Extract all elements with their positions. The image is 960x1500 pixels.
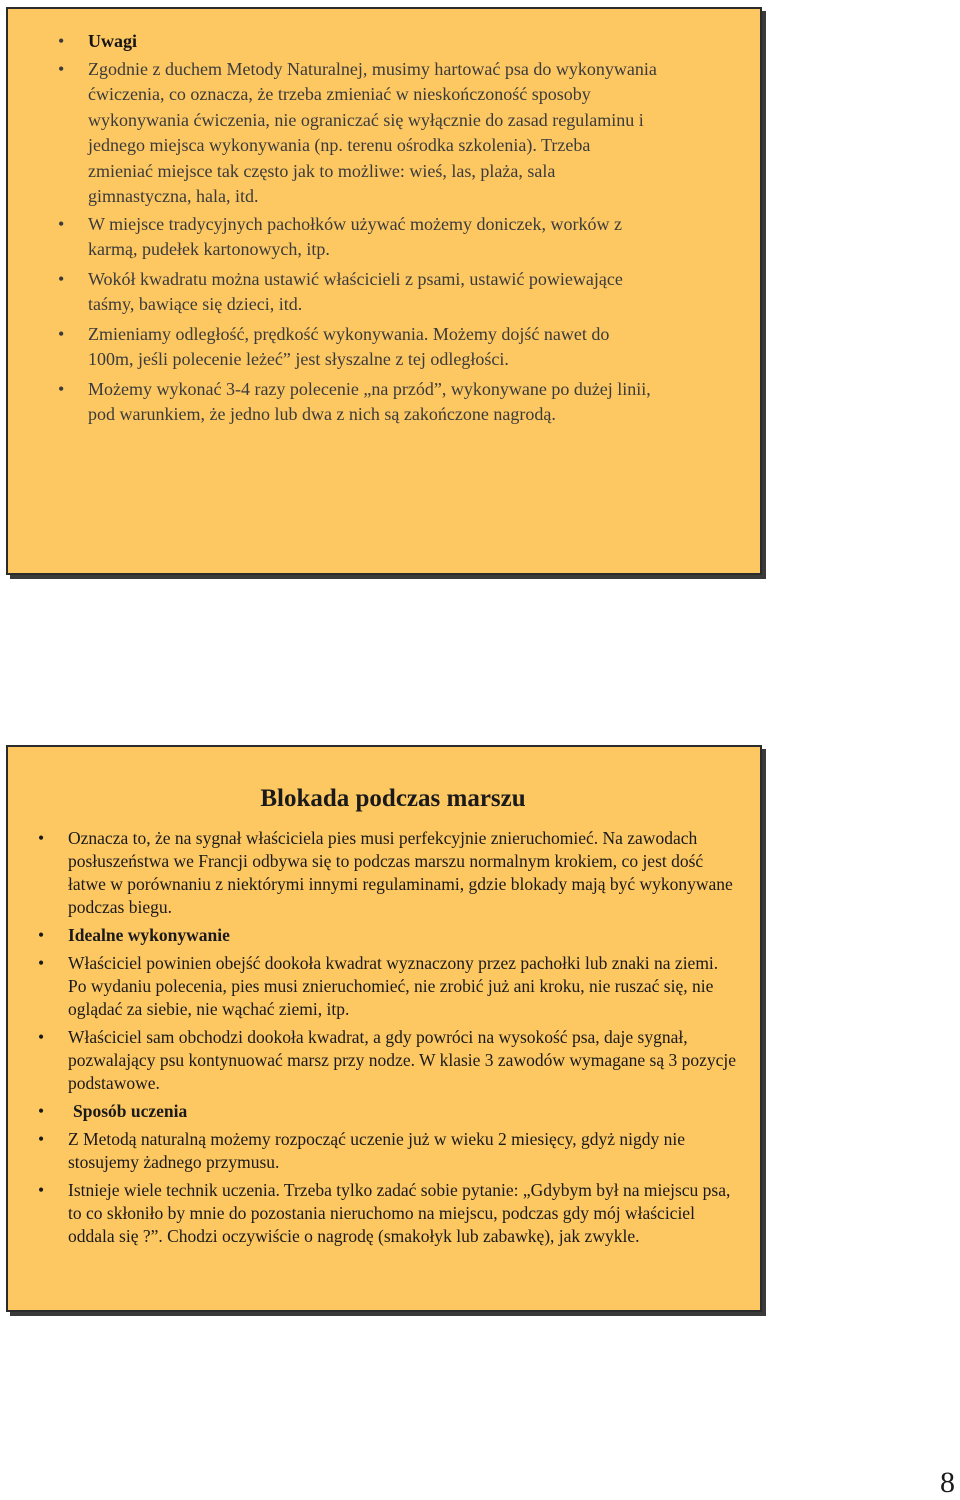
bullet-icon: • (38, 925, 45, 945)
bullet-item: • Właściciel sam obchodzi dookoła kwadrat, a gdy powróci na wysokość psa, daje sygnał, pozwalający psu kontynuować marsz przy nodze. W klasie 3 zawodów wymagane są 3 pozycje podstawowe. (38, 1027, 737, 1093)
bullet-icon: • (38, 1180, 45, 1200)
section-label: Sposób uczenia (73, 1101, 188, 1121)
page-number: 8 (940, 1466, 955, 1499)
bullet-item: • Właściciel powinien obejść dookoła kwadrat wyznaczony przez pachołki lub znaki na ziemi. Po wydaniu polecenia, pies musi znieruchomieć, nie zrobić już ani kroku, nie ruszać się, nie oglądać za siebie, nie wąchać ziemi, itp. (38, 953, 719, 1019)
bullet-icon: • (58, 213, 65, 234)
bullet-item: • Wokół kwadratu można ustawić właścicieli z psami, ustawić powiewające taśmy, bawiące się dzieci, itd. (58, 268, 623, 314)
slide-blokada-podczas-marszu (6, 745, 762, 1312)
bullet-icon: • (58, 31, 65, 51)
bullet-icon: • (58, 323, 65, 344)
bullet-item: • Istnieje wiele technik uczenia. Trzeba tylko zadać sobie pytanie: „Gdybym był na miejscu psa, to co skłoniło by mnie do pozostania nieruchomo na miejscu, podczas gdy mój właściciel oddala się ?”. Chodzi oczywiście o nagrodę (smakołyk lub zabawkę), jak zwykle. (38, 1180, 731, 1246)
bullet-item: • Uwagi (58, 29, 658, 55)
bullet-item: • Z Metodą naturalną możemy rozpocząć uczenie już w wieku 2 miesięcy, gdyż nigdy nie stosujemy żadnego przymusu. (38, 1129, 685, 1172)
bullet-icon: • (38, 1129, 45, 1149)
slide-uwagi (6, 7, 762, 575)
section-label: Idealne wykonywanie (68, 925, 230, 945)
bullet-item: • Zgodnie z duchem Metody Naturalnej, musimy hartować psa do wykonywania ćwiczenia, co oznacza, że trzeba zmieniać w nieskończoność sposoby wykonywania ćwiczenia, nie ograniczać się wyłącznie do zasad regulaminu i jednego miejsca wykonywania (np. terenu ośrodka szkolenia). Trzeba zmieniać miejsce tak często jak to możliwe: wieś, las, plaża, sala gimnastyczna, hala, itd. (58, 58, 657, 206)
bullet-icon: • (38, 1027, 45, 1047)
slide-title: Blokada podczas marszu (260, 785, 526, 812)
bullet-item (38, 924, 738, 947)
bullet-item: • Możemy wykonać 3-4 razy polecenie „na przód”, wykonywane po dużej linii, pod warunkiem, że jedno lub dwa z nich są zakończone nagrodą. (58, 378, 651, 424)
bullet-item: • W miejsce tradycyjnych pachołków używać możemy doniczek, worków z karmą, pudełek kartonowych, itp. (58, 213, 622, 259)
bullet-icon: • (58, 268, 65, 289)
bullet-item: • Oznacza to, że na sygnał właściciela pies musi perfekcyjnie znieruchomieć. Na zawodach posłuszeństwa we Francji odbywa się to podczas marszu normalnym krokiem, co jest dość łatwe w porównaniu z niektórymi innymi regulaminami, gdzie blokady mają być wykonywane podczas biegu. (38, 828, 733, 917)
bullet-list (38, 827, 738, 1253)
bullet-item (38, 1100, 738, 1123)
bullet-list (58, 29, 658, 432)
bullet-icon: • (58, 378, 65, 399)
bullet-item: • Zmieniamy odległość, prędkość wykonywania. Możemy dojść nawet do 100m, jeśli polecenie leżeć” jest słyszalne z tej odległości. (58, 323, 610, 369)
bullet-icon: • (38, 1101, 45, 1121)
bullet-icon: • (38, 828, 45, 848)
bullet-icon: • (38, 953, 45, 973)
bullet-icon: • (58, 58, 65, 79)
